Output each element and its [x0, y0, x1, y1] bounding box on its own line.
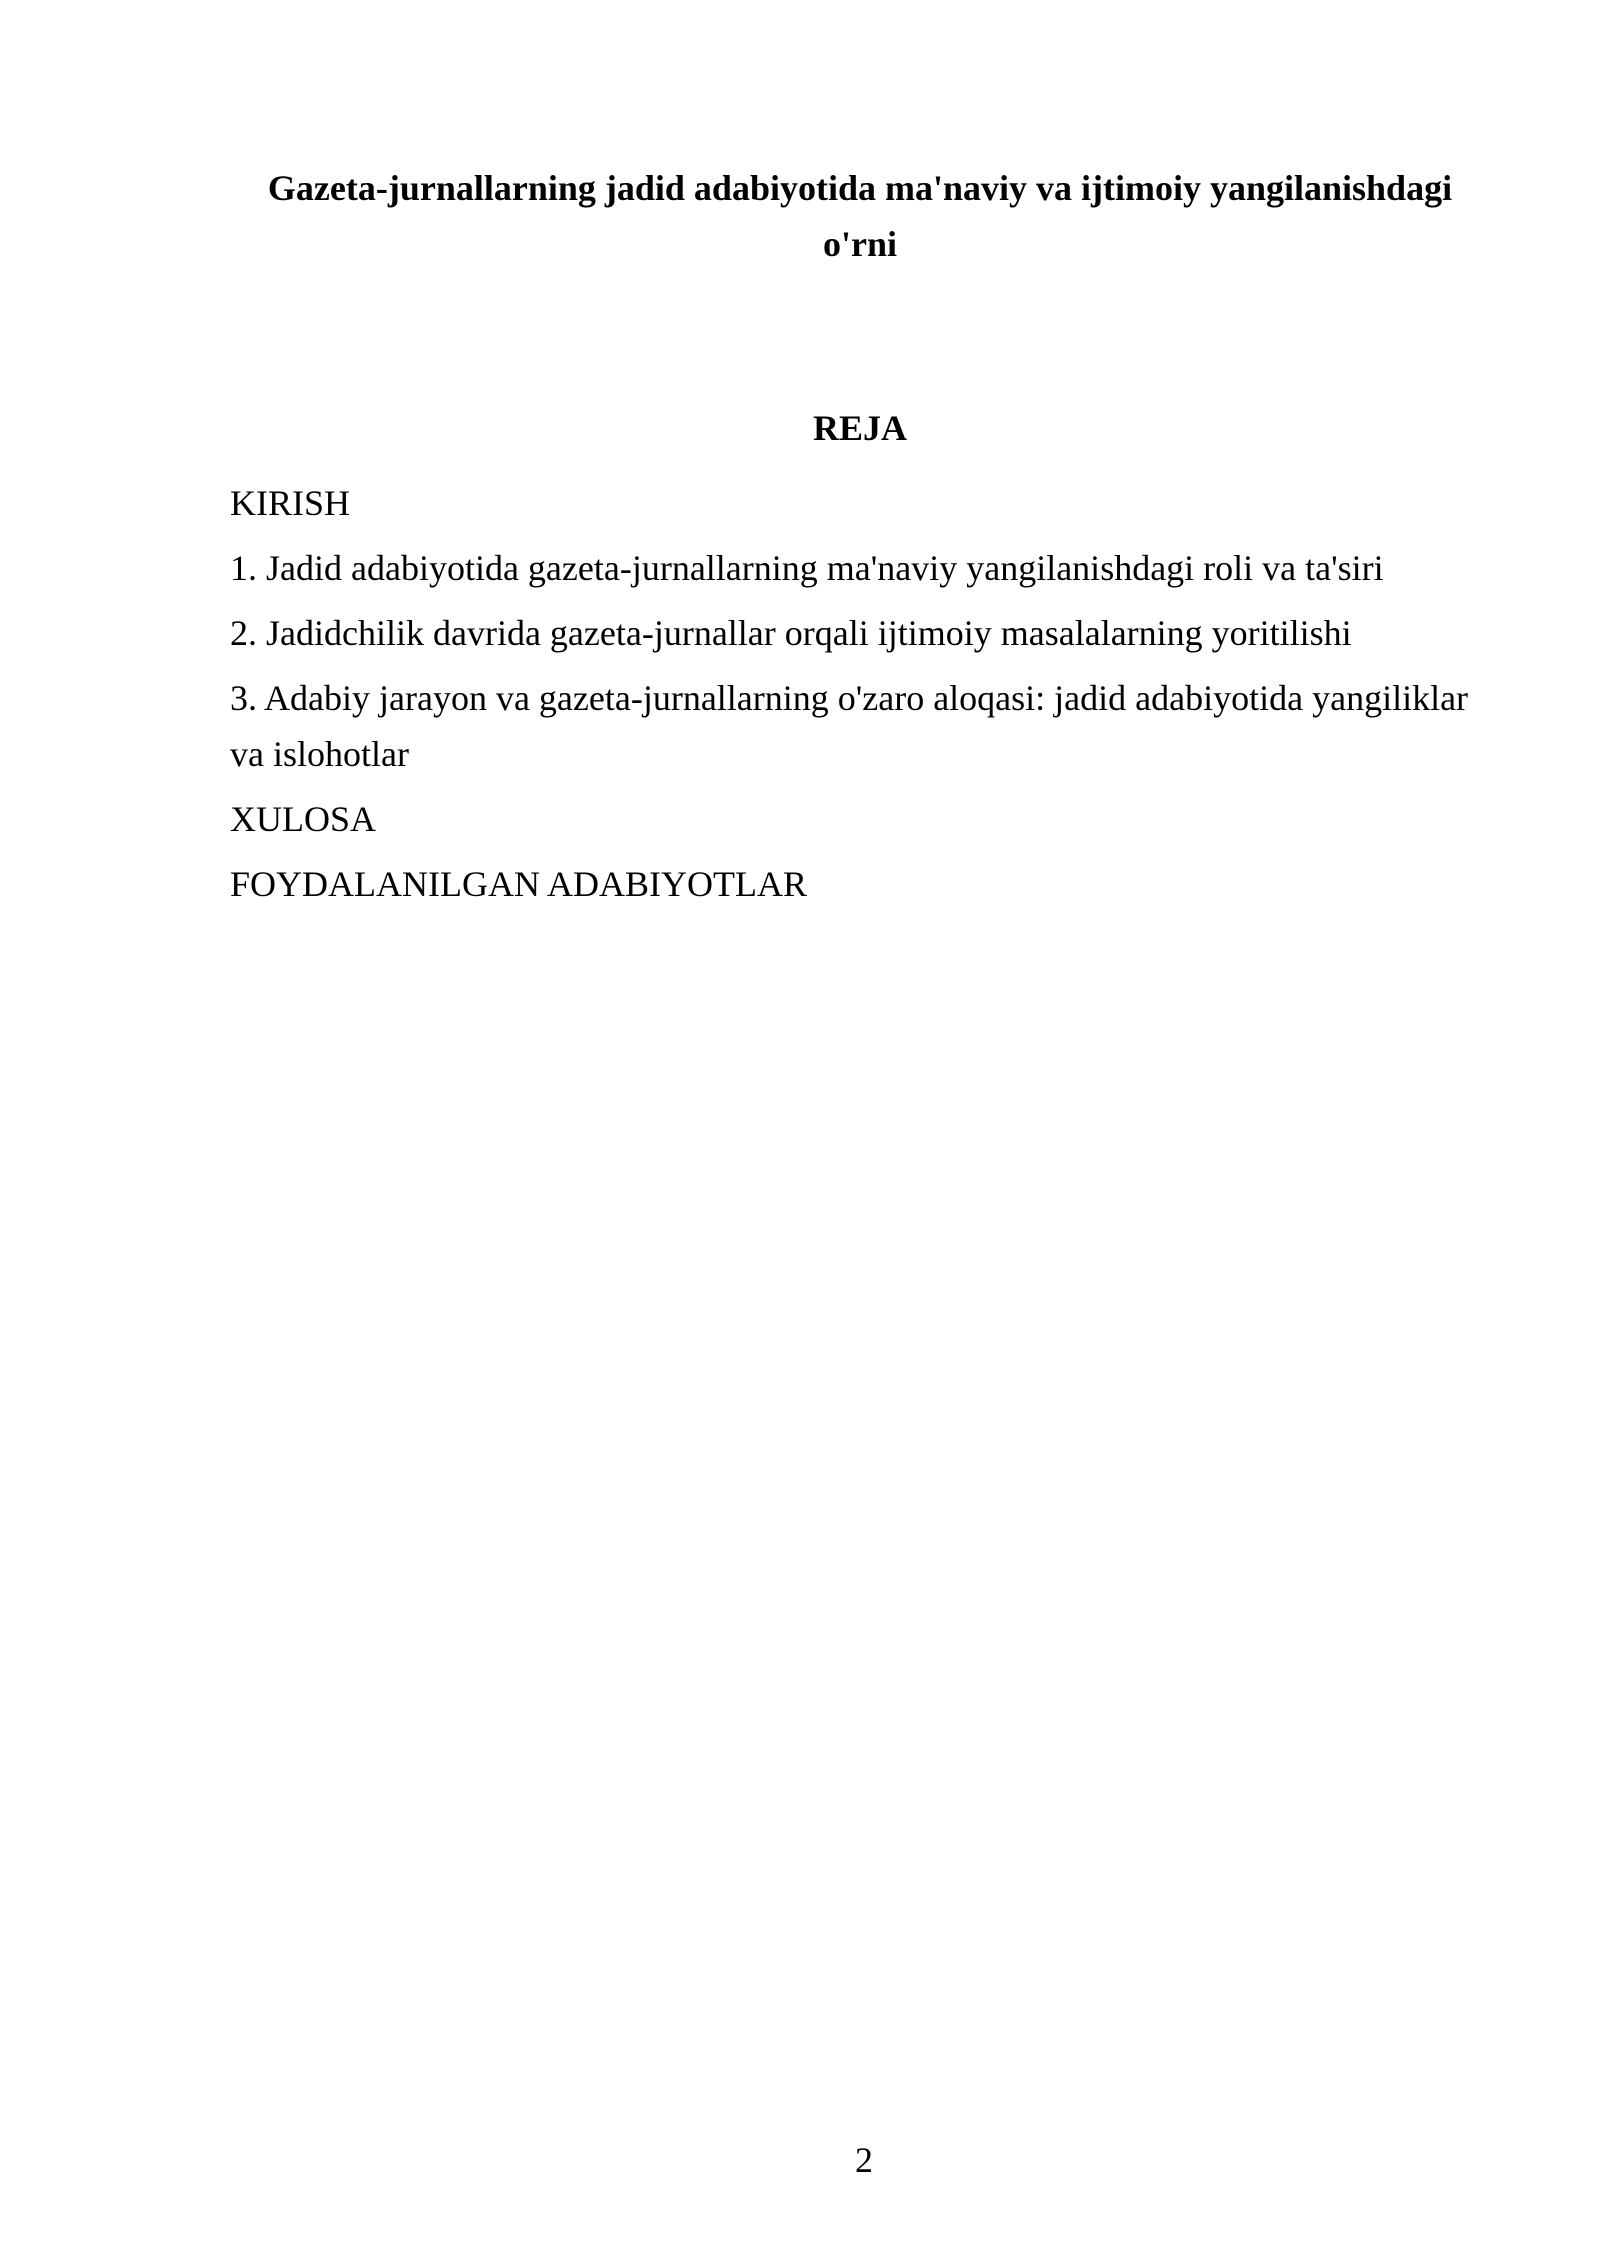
plan-item-introduction: KIRISH — [230, 483, 351, 523]
plan-list — [230, 475, 1490, 921]
plan-item-1: 1. Jadid adabiyotida gazeta-jurnallarning ma'naviy yangilanishdagi roli va ta'siri — [230, 548, 1384, 588]
plan-item-2: 2. Jadidchilik davrida gazeta-jurnallar orqali ijtimoiy masalalarning yoritilishi — [230, 613, 1352, 653]
page-number: 2 — [855, 2140, 873, 2180]
plan-item-conclusion: XULOSA — [230, 799, 377, 839]
plan-item-references: FOYDALANILGAN ADABIYOTLAR — [230, 864, 807, 904]
plan-heading: REJA — [812, 408, 907, 448]
plan-item-3: 3. Adabiy jarayon va gazeta-jurnallarning o'zaro aloqasi: jadid adabiyotida yangiliklar va islohotlar — [230, 678, 1469, 774]
document-title: Gazeta-jurnallarning jadid adabiyotida ma'naviy va ijtimoiy yangilanishdagi o'rni — [267, 168, 1453, 264]
